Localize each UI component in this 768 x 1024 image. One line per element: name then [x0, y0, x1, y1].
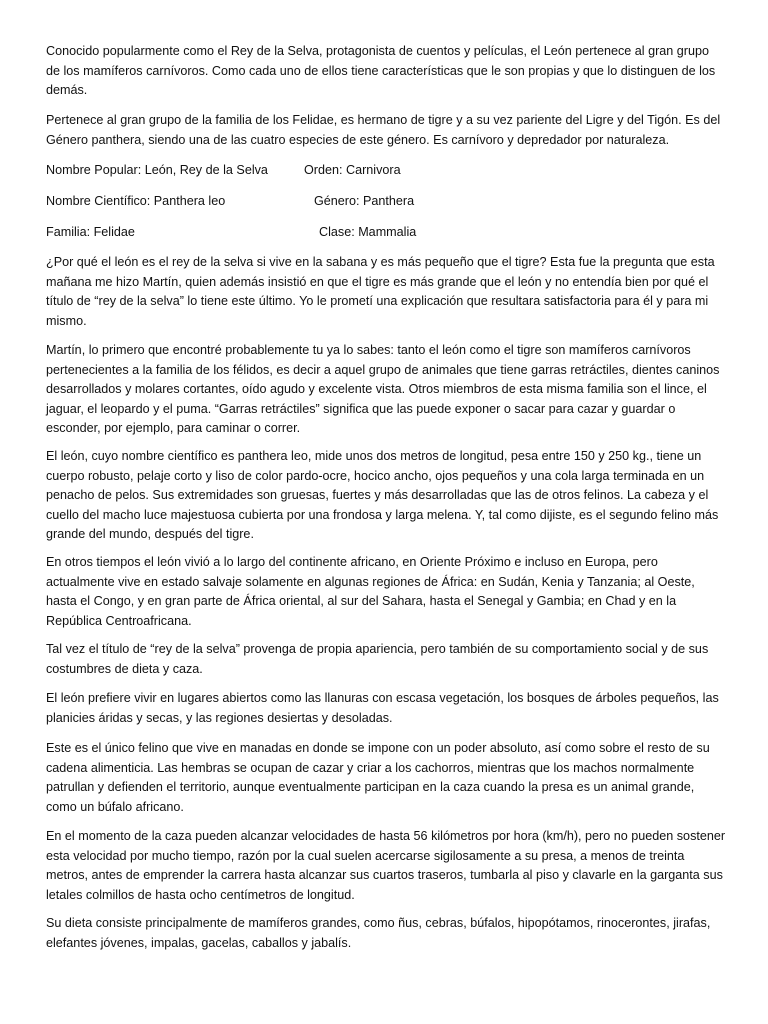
paragraph-hunting: En el momento de la caza pueden alcanzar velocidades de hasta 56 kilómetros por hora (km/h), pero no pueden sostener esta velocidad por mucho tiempo, razón por la cual suelen acercarse sigilosamente a su presa, a menos de treinta metros, antes de emprender la carrera hasta alcanzar sus cuartos traseros, tumbarla al piso y clavarle en la garganta sus letales colmillos de hasta ocho centímetros de longitud. [46, 829, 726, 902]
fact-genus: Género: Panthera [314, 194, 415, 208]
fact-family: Familia: Felidae [46, 225, 135, 239]
paragraph-intro: Conocido popularmente como el Rey de la Selva, protagonista de cuentos y películas, el León pertenece al gran grupo de los mamíferos carnívoros. Como cada uno de ellos tiene características que le son propias y que lo distinguen de los demás. [46, 44, 716, 97]
fact-class: Clase: Mammalia [319, 225, 417, 239]
paragraph-family: Pertenece al gran grupo de la familia de los Felidae, es hermano de tigre y a su vez pariente del Ligre y del Tigón. Es del Género panthera, siendo una de las cuatro especies de este género. Es carnívoro y depredador por naturaleza. [46, 113, 721, 147]
paragraph-social: Este es el único felino que vive en manadas en donde se impone con un poder absoluto, así como sobre el resto de su cadena alimenticia. Las hembras se ocupan de cazar y criar a los cachorros, mientras que los machos normalmente patrullan y defienden el territorio, aunque eventualmente participan en la caza cuando la presa es un animal grande, como un búfalo africano. [46, 741, 710, 814]
paragraph-habitat-range: En otros tiempos el león vivió a lo largo del continente africano, en Oriente Próximo e incluso en Europa, pero actualmente vive en estado salvaje solamente en algunas regiones de África: en Sudán, Kenia y Tanzania; al Oeste, hasta el Congo, y en gran parte de África oriental, al sur del Sahara, hasta el Senegal y Gambia; en Chad y en la República Centroafricana. [46, 555, 695, 628]
fact-row [46, 161, 726, 181]
paragraph-title-origin: Tal vez el título de “rey de la selva” provenga de propia apariencia, pero también de su comportamiento social y de sus costumbres de dieta y caza. [46, 642, 709, 676]
paragraph-diet: Su dieta consiste principalmente de mamíferos grandes, como ñus, cebras, búfalos, hipopótamos, rinocerontes, jirafas, elefantes jóvenes, impalas, gacelas, caballos y jabalís. [46, 916, 711, 950]
fact-row [46, 192, 726, 212]
fact-row [46, 223, 726, 243]
fact-popular-name: Nombre Popular: León, Rey de la Selva [46, 163, 268, 177]
paragraph-description: El león, cuyo nombre científico es panthera leo, mide unos dos metros de longitud, pesa entre 150 y 250 kg., tiene un cuerpo robusto, pelaje corto y liso de color pardo-ocre, hocico ancho, ojos pequeños y una cola larga terminada en un penacho de pelos. Sus extremidades son gruesas, fuertes y más desarrolladas que las de otros felinos. La cabeza y el cuello del macho luce majestuosa cubierta por una frondosa y larga melena. Y, tal como dijiste, es el segundo felino más grande del mundo, después del tigre. [46, 449, 719, 541]
paragraph-question: ¿Por qué el león es el rey de la selva si vive en la sabana y es más pequeño que el tigre? Esta fue la pregunta que esta mañana me hizo Martín, quien además insistió en que el tigre es más grande que el león y no entendía bien por qué el título de “rey de la selva” lo tiene este último. Yo le prometí una explicación que resultara satisfactoria para él y para mi mismo. [46, 255, 715, 328]
fact-order: Orden: Carnivora [304, 163, 401, 177]
paragraph-felids: Martín, lo primero que encontré probablemente tu ya lo sabes: tanto el león como el tigre son mamíferos carnívoros pertenecientes a la familia de los félidos, es decir a aquel grupo de animales que tiene garras retráctiles, dientes caninos desarrollados y molares cortantes, oído agudo y excelente vista. Otros miembros de esta misma familia son el lince, el jaguar, el leopardo y el puma. “Garras retráctiles” significa que las puede exponer o sacar para cazar y guardar o esconder, por ejemplo, para caminar o correr. [46, 343, 720, 435]
fact-scientific-name: Nombre Científico: Panthera leo [46, 194, 226, 208]
paragraph-habitat: El león prefiere vivir en lugares abiertos como las llanuras con escasa vegetación, los bosques de árboles pequeños, las planicies áridas y secas, y las regiones desiertas y desoladas. [46, 691, 719, 725]
